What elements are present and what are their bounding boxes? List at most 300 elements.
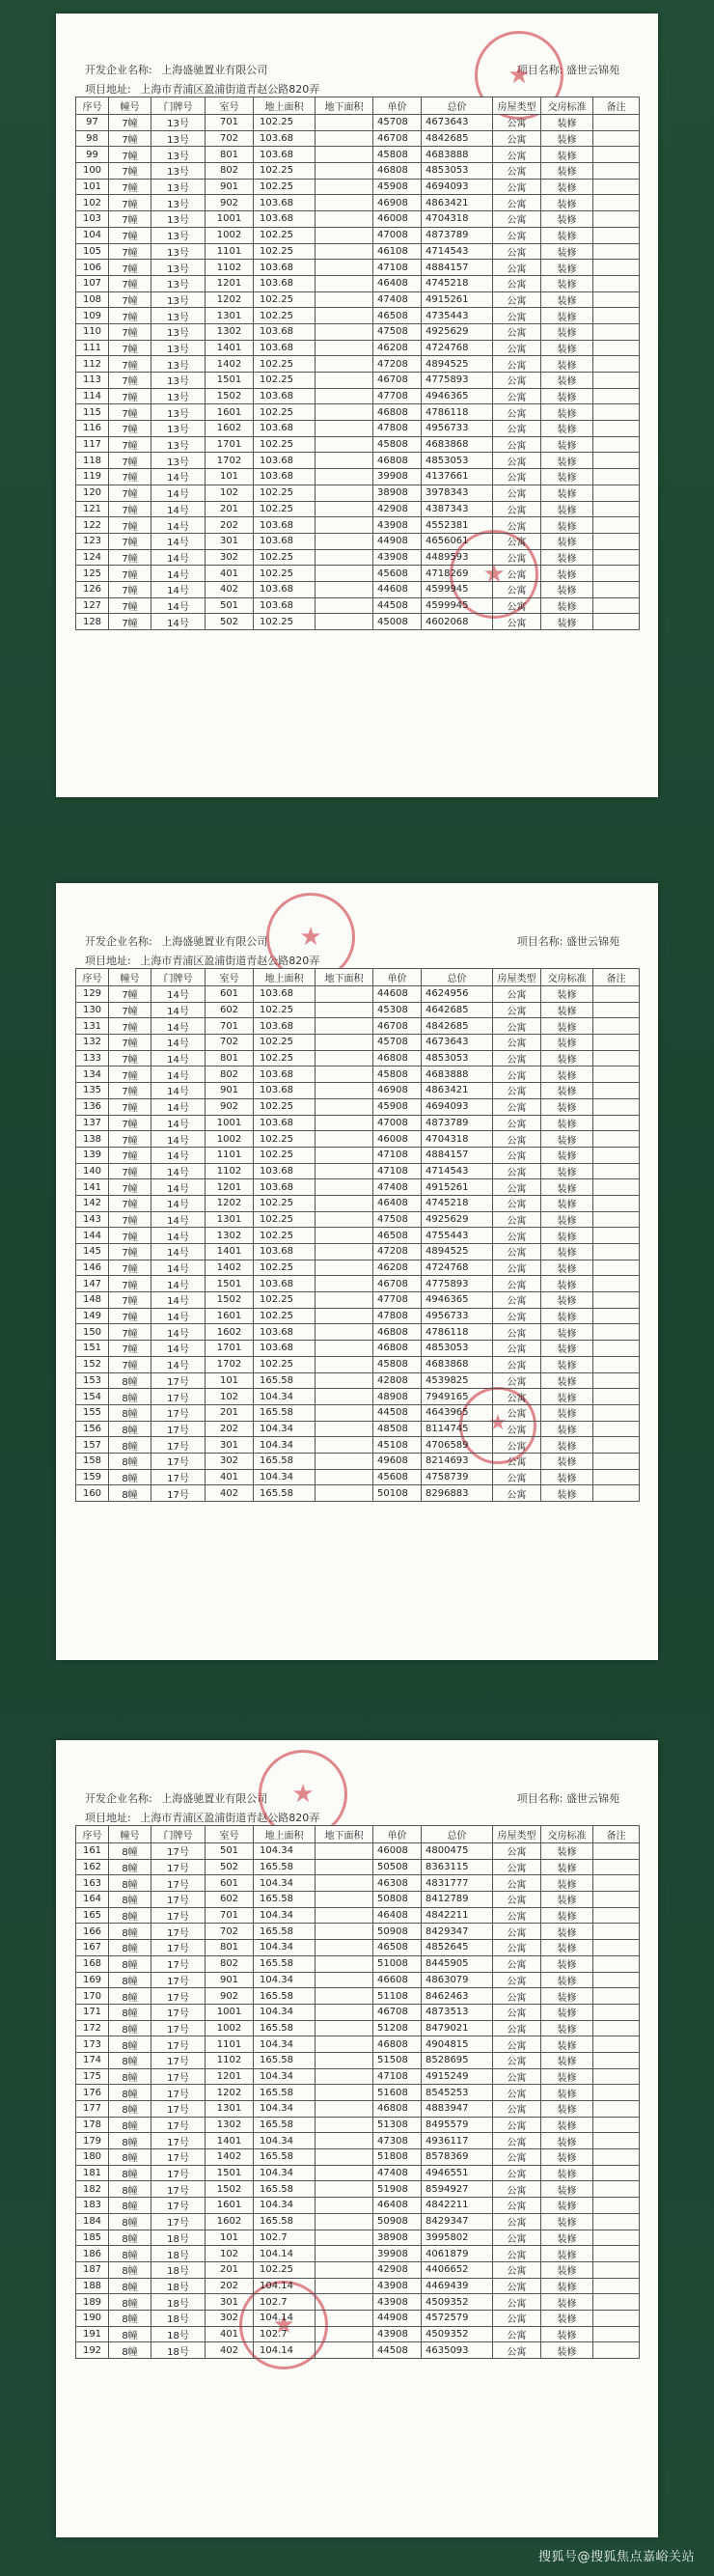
cell-area-above: 102.25 <box>254 1035 316 1051</box>
cell-delivery-standard: 装修 <box>541 211 593 228</box>
cell-area-above: 103.68 <box>254 260 316 276</box>
cell-house-type: 公寓 <box>493 1892 541 1908</box>
cell-area-below <box>316 1163 373 1179</box>
cell-area-above: 165.58 <box>254 2052 316 2068</box>
cell-area-above: 102.7 <box>254 2326 316 2342</box>
cell-seq: 153 <box>76 1372 109 1389</box>
table-row <box>76 453 640 469</box>
cell-room: 1502 <box>206 388 254 404</box>
cell-area-above: 165.58 <box>254 2085 316 2101</box>
cell-door: 17号 <box>151 1972 206 1988</box>
cell-area-above: 103.68 <box>254 581 316 597</box>
cell-unit-price: 46808 <box>373 2036 422 2053</box>
cell-area-above: 103.68 <box>254 340 316 356</box>
cell-house-type: 公寓 <box>493 1276 541 1292</box>
cell-remark <box>593 1324 640 1341</box>
cell-delivery-standard: 装修 <box>541 308 593 324</box>
cell-building: 7幢 <box>109 404 151 421</box>
cell-unit-price: 46408 <box>373 1907 422 1924</box>
cell-door: 17号 <box>151 2149 206 2166</box>
cell-unit-price: 46808 <box>373 2101 422 2118</box>
cell-unit-price: 46508 <box>373 1228 422 1244</box>
cell-area-below <box>316 1453 373 1469</box>
cell-delivery-standard: 装修 <box>541 130 593 147</box>
cell-seq: 132 <box>76 1035 109 1051</box>
cell-area-below <box>316 388 373 404</box>
cell-building: 7幢 <box>109 115 151 131</box>
table-row <box>76 1292 640 1309</box>
cell-delivery-standard: 装修 <box>541 1907 593 1924</box>
cell-house-type: 公寓 <box>493 1437 541 1454</box>
cell-house-type: 公寓 <box>493 421 541 437</box>
cell-seq: 186 <box>76 2246 109 2262</box>
cell-area-below <box>316 2165 373 2181</box>
cell-building: 7幢 <box>109 1292 151 1309</box>
table-row <box>76 1389 640 1405</box>
cell-seq: 145 <box>76 1244 109 1260</box>
cell-house-type: 公寓 <box>493 1404 541 1421</box>
cell-room: 1301 <box>206 2101 254 2118</box>
cell-house-type: 公寓 <box>493 1115 541 1131</box>
cell-total-price: 4489593 <box>422 549 493 566</box>
cell-area-below <box>316 2117 373 2133</box>
cell-building: 8幢 <box>109 1404 151 1421</box>
cell-area-below <box>316 1308 373 1324</box>
cell-area-above: 102.25 <box>254 291 316 308</box>
cell-building: 7幢 <box>109 1308 151 1324</box>
table-row <box>76 1228 640 1244</box>
cell-house-type: 公寓 <box>493 1244 541 1260</box>
address-label: 项目地址: <box>85 83 131 96</box>
cell-delivery-standard: 装修 <box>541 581 593 597</box>
table-row <box>76 2165 640 2181</box>
table-row <box>76 2181 640 2198</box>
cell-room: 202 <box>206 1421 254 1437</box>
cell-remark <box>593 147 640 163</box>
cell-seq: 116 <box>76 421 109 437</box>
cell-remark <box>593 1083 640 1099</box>
cell-house-type: 公寓 <box>493 2326 541 2342</box>
cell-area-below <box>316 179 373 195</box>
cell-remark <box>593 1115 640 1131</box>
cell-remark <box>593 1372 640 1389</box>
column-header-total-price: 总价 <box>422 1826 493 1843</box>
cell-unit-price: 46908 <box>373 1083 422 1099</box>
cell-area-below <box>316 1437 373 1454</box>
cell-unit-price: 51608 <box>373 2085 422 2101</box>
cell-area-below <box>316 2085 373 2101</box>
cell-door: 13号 <box>151 115 206 131</box>
cell-seq: 122 <box>76 517 109 534</box>
cell-room: 1402 <box>206 356 254 373</box>
cell-seq: 148 <box>76 1292 109 1309</box>
cell-total-price: 4946365 <box>422 388 493 404</box>
cell-area-below <box>316 2101 373 2118</box>
column-header-seq: 序号 <box>76 969 109 986</box>
cell-total-price: 4624956 <box>422 986 493 1003</box>
cell-room: 702 <box>206 130 254 147</box>
cell-building: 8幢 <box>109 2310 151 2326</box>
cell-house-type: 公寓 <box>493 2261 541 2278</box>
cell-seq: 115 <box>76 404 109 421</box>
cell-remark <box>593 1940 640 1956</box>
cell-building: 7幢 <box>109 1228 151 1244</box>
cell-remark <box>593 2004 640 2020</box>
cell-building: 8幢 <box>109 2230 151 2246</box>
cell-remark <box>593 1389 640 1405</box>
cell-house-type: 公寓 <box>493 2036 541 2053</box>
cell-area-above: 104.34 <box>254 1907 316 1924</box>
cell-area-below <box>316 1324 373 1341</box>
cell-remark <box>593 1356 640 1372</box>
cell-area-above: 104.34 <box>254 2036 316 2053</box>
cell-unit-price: 46808 <box>373 453 422 469</box>
cell-house-type: 公寓 <box>493 1485 541 1502</box>
cell-total-price: 4786118 <box>422 1324 493 1341</box>
cell-room: 702 <box>206 1035 254 1051</box>
cell-delivery-standard: 装修 <box>541 453 593 469</box>
cell-room: 402 <box>206 2342 254 2359</box>
cell-area-above: 102.25 <box>254 1195 316 1211</box>
cell-seq: 128 <box>76 614 109 630</box>
cell-area-above: 102.25 <box>254 1292 316 1309</box>
cell-house-type: 公寓 <box>493 243 541 260</box>
cell-remark <box>593 2117 640 2133</box>
cell-area-below <box>316 485 373 501</box>
table-row <box>76 1260 640 1276</box>
cell-room: 101 <box>206 1372 254 1389</box>
cell-building: 8幢 <box>109 1389 151 1405</box>
cell-room: 1002 <box>206 227 254 243</box>
cell-remark <box>593 436 640 453</box>
column-header-remark: 备注 <box>593 1826 640 1843</box>
cell-building: 7幢 <box>109 227 151 243</box>
cell-delivery-standard: 装修 <box>541 597 593 614</box>
cell-total-price: 4406652 <box>422 2261 493 2278</box>
cell-door: 14号 <box>151 1035 206 1051</box>
cell-area-above: 104.34 <box>254 2198 316 2214</box>
cell-house-type: 公寓 <box>493 469 541 485</box>
cell-remark <box>593 243 640 260</box>
cell-room: 802 <box>206 163 254 180</box>
cell-area-above: 102.25 <box>254 243 316 260</box>
cell-delivery-standard: 装修 <box>541 1955 593 1972</box>
cell-door: 13号 <box>151 453 206 469</box>
cell-room: 902 <box>206 1098 254 1115</box>
cell-door: 17号 <box>151 2101 206 2118</box>
cell-building: 7幢 <box>109 1147 151 1163</box>
cell-building: 7幢 <box>109 614 151 630</box>
cell-area-below <box>316 1389 373 1405</box>
cell-seq: 173 <box>76 2036 109 2053</box>
cell-house-type: 公寓 <box>493 2085 541 2101</box>
cell-area-above: 102.25 <box>254 1131 316 1148</box>
cell-remark <box>593 1843 640 1860</box>
cell-house-type: 公寓 <box>493 2246 541 2262</box>
cell-area-below <box>316 1907 373 1924</box>
cell-door: 17号 <box>151 1843 206 1860</box>
cell-seq: 150 <box>76 1324 109 1341</box>
address-value: 上海市青浦区盈浦街道青赵公路820弄 <box>140 1812 320 1824</box>
cell-remark <box>593 1147 640 1163</box>
cell-delivery-standard: 装修 <box>541 1988 593 2005</box>
cell-unit-price: 51908 <box>373 2181 422 2198</box>
column-header-delivery-standard: 交房标准 <box>541 97 593 115</box>
cell-house-type: 公寓 <box>493 1875 541 1892</box>
cell-building: 8幢 <box>109 2004 151 2020</box>
cell-delivery-standard: 装修 <box>541 2261 593 2278</box>
developer-name: 上海盛驰置业有限公司 <box>161 64 268 76</box>
cell-building: 8幢 <box>109 1372 151 1389</box>
cell-delivery-standard: 装修 <box>541 1260 593 1276</box>
cell-door: 17号 <box>151 1988 206 2005</box>
column-header-area-below: 地下面积 <box>316 1826 373 1843</box>
cell-room: 902 <box>206 195 254 211</box>
column-header-room: 室号 <box>206 969 254 986</box>
cell-remark <box>593 1437 640 1454</box>
cell-building: 7幢 <box>109 275 151 291</box>
cell-area-above: 103.68 <box>254 130 316 147</box>
cell-remark <box>593 533 640 549</box>
cell-delivery-standard: 装修 <box>541 2278 593 2294</box>
cell-house-type: 公寓 <box>493 2342 541 2359</box>
cell-seq: 147 <box>76 1276 109 1292</box>
cell-building: 7幢 <box>109 597 151 614</box>
project-name: 盛世云锦苑 <box>566 1792 619 1805</box>
cell-seq: 185 <box>76 2230 109 2246</box>
cell-room: 1101 <box>206 2036 254 2053</box>
project-name: 盛世云锦苑 <box>566 935 619 948</box>
cell-building: 7幢 <box>109 243 151 260</box>
cell-seq: 191 <box>76 2326 109 2342</box>
cell-door: 17号 <box>151 1924 206 1940</box>
cell-house-type: 公寓 <box>493 1131 541 1148</box>
cell-seq: 119 <box>76 469 109 485</box>
cell-seq: 179 <box>76 2133 109 2149</box>
cell-total-price: 4602068 <box>422 614 493 630</box>
cell-unit-price: 51508 <box>373 2052 422 2068</box>
cell-total-price: 8495579 <box>422 2117 493 2133</box>
cell-delivery-standard: 装修 <box>541 1843 593 1860</box>
cell-door: 17号 <box>151 2020 206 2036</box>
cell-unit-price: 46708 <box>373 130 422 147</box>
cell-door: 14号 <box>151 1050 206 1066</box>
cell-room: 202 <box>206 517 254 534</box>
cell-remark <box>593 1485 640 1502</box>
cell-total-price: 4946365 <box>422 1292 493 1309</box>
developer-name: 上海盛驰置业有限公司 <box>161 1792 268 1805</box>
cell-remark <box>593 291 640 308</box>
cell-area-above: 104.34 <box>254 1972 316 1988</box>
cell-area-above: 102.25 <box>254 614 316 630</box>
cell-delivery-standard: 装修 <box>541 485 593 501</box>
cell-seq: 105 <box>76 243 109 260</box>
cell-total-price: 4842211 <box>422 2198 493 2214</box>
cell-total-price: 4673643 <box>422 115 493 131</box>
cell-area-above: 104.14 <box>254 2342 316 2359</box>
cell-area-below <box>316 1083 373 1099</box>
cell-area-below <box>316 597 373 614</box>
cell-room: 301 <box>206 533 254 549</box>
cell-building: 8幢 <box>109 2085 151 2101</box>
cell-area-below <box>316 1404 373 1421</box>
cell-building: 8幢 <box>109 2246 151 2262</box>
cell-building: 7幢 <box>109 1179 151 1196</box>
cell-total-price: 4735443 <box>422 308 493 324</box>
cell-area-above: 102.25 <box>254 356 316 373</box>
cell-total-price: 8429347 <box>422 2213 493 2230</box>
cell-room: 302 <box>206 2310 254 2326</box>
cell-delivery-standard: 装修 <box>541 1972 593 1988</box>
cell-building: 7幢 <box>109 340 151 356</box>
table-row <box>76 581 640 597</box>
table-row <box>76 404 640 421</box>
table-row <box>76 421 640 437</box>
cell-house-type: 公寓 <box>493 1859 541 1875</box>
cell-unit-price: 43908 <box>373 2278 422 2294</box>
cell-unit-price: 46508 <box>373 1940 422 1956</box>
column-header-total-price: 总价 <box>422 97 493 115</box>
table-row <box>76 1083 640 1099</box>
cell-area-below <box>316 1115 373 1131</box>
cell-building: 7幢 <box>109 1195 151 1211</box>
cell-area-above: 103.68 <box>254 986 316 1003</box>
cell-delivery-standard: 装修 <box>541 517 593 534</box>
cell-remark <box>593 2213 640 2230</box>
column-header-area-below: 地下面积 <box>316 97 373 115</box>
cell-seq: 103 <box>76 211 109 228</box>
cell-unit-price: 47108 <box>373 1163 422 1179</box>
table-row <box>76 1356 640 1372</box>
cell-seq: 138 <box>76 1131 109 1148</box>
cell-unit-price: 50908 <box>373 1924 422 1940</box>
cell-house-type: 公寓 <box>493 436 541 453</box>
cell-unit-price: 46608 <box>373 1972 422 1988</box>
cell-total-price: 4673643 <box>422 1035 493 1051</box>
cell-delivery-standard: 装修 <box>541 1892 593 1908</box>
cell-unit-price: 46408 <box>373 1195 422 1211</box>
table-row <box>76 501 640 517</box>
cell-unit-price: 46708 <box>373 1018 422 1035</box>
cell-house-type: 公寓 <box>493 2198 541 2214</box>
cell-door: 14号 <box>151 1163 206 1179</box>
table-row <box>76 1163 640 1179</box>
cell-delivery-standard: 装修 <box>541 1179 593 1196</box>
cell-house-type: 公寓 <box>493 1066 541 1083</box>
cell-door: 14号 <box>151 501 206 517</box>
cell-delivery-standard: 装修 <box>541 260 593 276</box>
cell-door: 14号 <box>151 1356 206 1372</box>
cell-seq: 126 <box>76 581 109 597</box>
cell-area-below <box>316 2278 373 2294</box>
cell-door: 18号 <box>151 2294 206 2311</box>
cell-building: 7幢 <box>109 1163 151 1179</box>
table-row <box>76 227 640 243</box>
cell-door: 14号 <box>151 597 206 614</box>
cell-area-below <box>316 1955 373 1972</box>
table-row <box>76 308 640 324</box>
cell-building: 7幢 <box>109 1324 151 1341</box>
cell-total-price: 4387343 <box>422 501 493 517</box>
cell-delivery-standard: 装修 <box>541 1356 593 1372</box>
cell-area-above: 103.68 <box>254 533 316 549</box>
column-header-door: 门牌号 <box>151 1826 206 1843</box>
table-row <box>76 1421 640 1437</box>
cell-room: 1102 <box>206 260 254 276</box>
cell-total-price: 4572579 <box>422 2310 493 2326</box>
cell-remark <box>593 1907 640 1924</box>
cell-door: 17号 <box>151 1437 206 1454</box>
cell-total-price: 4925629 <box>422 1211 493 1228</box>
cell-remark <box>593 404 640 421</box>
cell-room: 402 <box>206 1485 254 1502</box>
cell-area-above: 104.14 <box>254 2278 316 2294</box>
cell-seq: 180 <box>76 2149 109 2166</box>
cell-seq: 130 <box>76 1002 109 1018</box>
cell-area-above: 103.68 <box>254 323 316 340</box>
cell-house-type: 公寓 <box>493 1228 541 1244</box>
cell-building: 7幢 <box>109 566 151 582</box>
cell-house-type: 公寓 <box>493 2213 541 2230</box>
cell-house-type: 公寓 <box>493 1356 541 1372</box>
cell-remark <box>593 373 640 389</box>
cell-area-above: 102.25 <box>254 115 316 131</box>
cell-door: 13号 <box>151 147 206 163</box>
cell-building: 8幢 <box>109 2101 151 2118</box>
cell-total-price: 4786118 <box>422 404 493 421</box>
cell-house-type: 公寓 <box>493 2230 541 2246</box>
cell-door: 14号 <box>151 1002 206 1018</box>
cell-area-above: 104.34 <box>254 1875 316 1892</box>
cell-room: 1001 <box>206 211 254 228</box>
source-watermark: 搜狐号@搜狐焦点嘉峪关站 <box>537 2550 695 2564</box>
cell-area-above: 165.58 <box>254 1892 316 1908</box>
cell-house-type: 公寓 <box>493 566 541 582</box>
cell-area-above: 102.25 <box>254 1098 316 1115</box>
cell-area-above: 103.68 <box>254 388 316 404</box>
cell-area-above: 102.25 <box>254 404 316 421</box>
cell-delivery-standard: 装修 <box>541 1372 593 1389</box>
cell-total-price: 8114745 <box>422 1421 493 1437</box>
cell-area-below <box>316 453 373 469</box>
cell-area-above: 103.68 <box>254 1018 316 1035</box>
cell-area-above: 102.7 <box>254 2230 316 2246</box>
cell-building: 8幢 <box>109 2198 151 2214</box>
cell-house-type: 公寓 <box>493 1002 541 1018</box>
cell-area-below <box>316 340 373 356</box>
column-header-building: 幢号 <box>109 969 151 986</box>
cell-unit-price: 46708 <box>373 373 422 389</box>
cell-house-type: 公寓 <box>493 1372 541 1389</box>
cell-room: 801 <box>206 1940 254 1956</box>
cell-area-below <box>316 2261 373 2278</box>
cell-door: 17号 <box>151 1875 206 1892</box>
cell-unit-price: 38908 <box>373 2230 422 2246</box>
cell-room: 1301 <box>206 1211 254 1228</box>
cell-delivery-standard: 装修 <box>541 1018 593 1035</box>
cell-delivery-standard: 装修 <box>541 1131 593 1148</box>
cell-seq: 146 <box>76 1260 109 1276</box>
cell-door: 17号 <box>151 1389 206 1405</box>
cell-house-type: 公寓 <box>493 275 541 291</box>
cell-area-below <box>316 275 373 291</box>
cell-building: 7幢 <box>109 1244 151 1260</box>
cell-area-below <box>316 1341 373 1357</box>
cell-area-below <box>316 1988 373 2005</box>
cell-remark <box>593 986 640 1003</box>
cell-house-type: 公寓 <box>493 323 541 340</box>
column-header-area-above: 地上面积 <box>254 969 316 986</box>
